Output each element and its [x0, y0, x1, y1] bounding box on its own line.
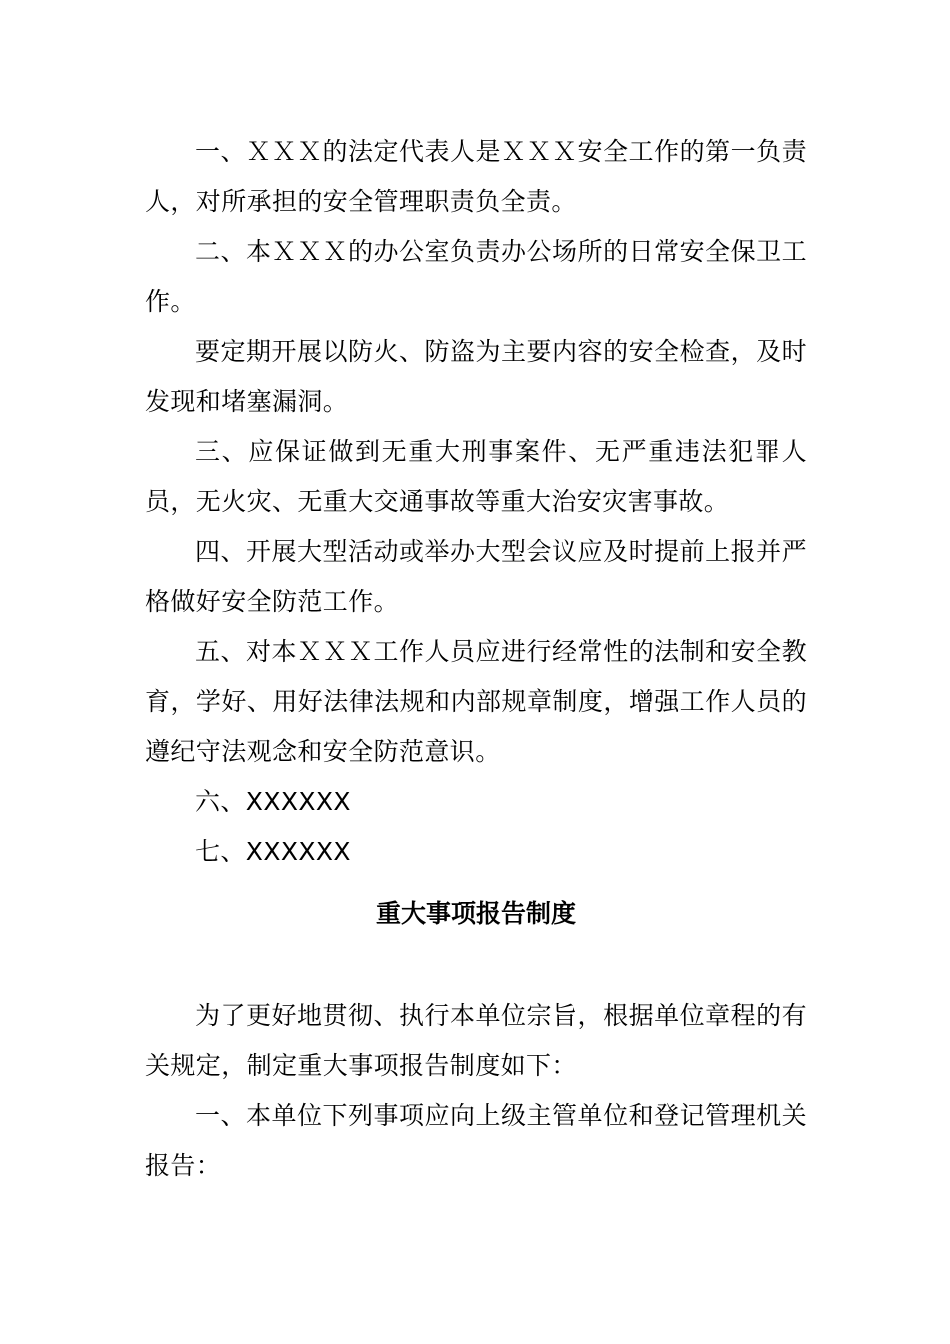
paragraph-large-events: 四、开展大型活动或举办大型会议应及时提前上报并严格做好安全防范工作。 [145, 537, 807, 616]
paragraph-staff-education: 五、对本ＸＸＸ工作人员应进行经常性的法制和安全教育，学好、用好法律法规和内部规章制度，增强工作人员的遵纪守法观念和安全防范意识。 [145, 637, 807, 766]
paragraph-item-six: 六、XXXXXX [195, 787, 351, 816]
paragraph-safety-inspection: 要定期开展以防火、防盗为主要内容的安全检查，及时发现和堵塞漏洞。 [145, 337, 807, 416]
spacer [145, 877, 807, 889]
paragraph-intro: 为了更好地贯彻、执行本单位宗旨，根据单位章程的有关规定，制定重大事项报告制度如下： [145, 1001, 807, 1080]
section-title: 重大事项报告制度 [375, 899, 576, 928]
document-body [145, 127, 807, 1191]
paragraph-report-items: 一、本单位下列事项应向上级主管单位和登记管理机关报告： [145, 1101, 807, 1180]
spacer [145, 939, 807, 991]
paragraph-item-seven: 七、XXXXXX [195, 837, 351, 866]
paragraph-office-responsibility: 二、本ＸＸＸ的办公室负责办公场所的日常安全保卫工作。 [145, 237, 807, 316]
paragraph-legal-representative: 一、ＸＸＸ的法定代表人是ＸＸＸ安全工作的第一负责人，对所承担的安全管理职责负全责。 [145, 137, 807, 216]
paragraph-no-major-incidents: 三、应保证做到无重大刑事案件、无严重违法犯罪人员，无火灾、无重大交通事故等重大治安灾害事故。 [145, 437, 807, 516]
